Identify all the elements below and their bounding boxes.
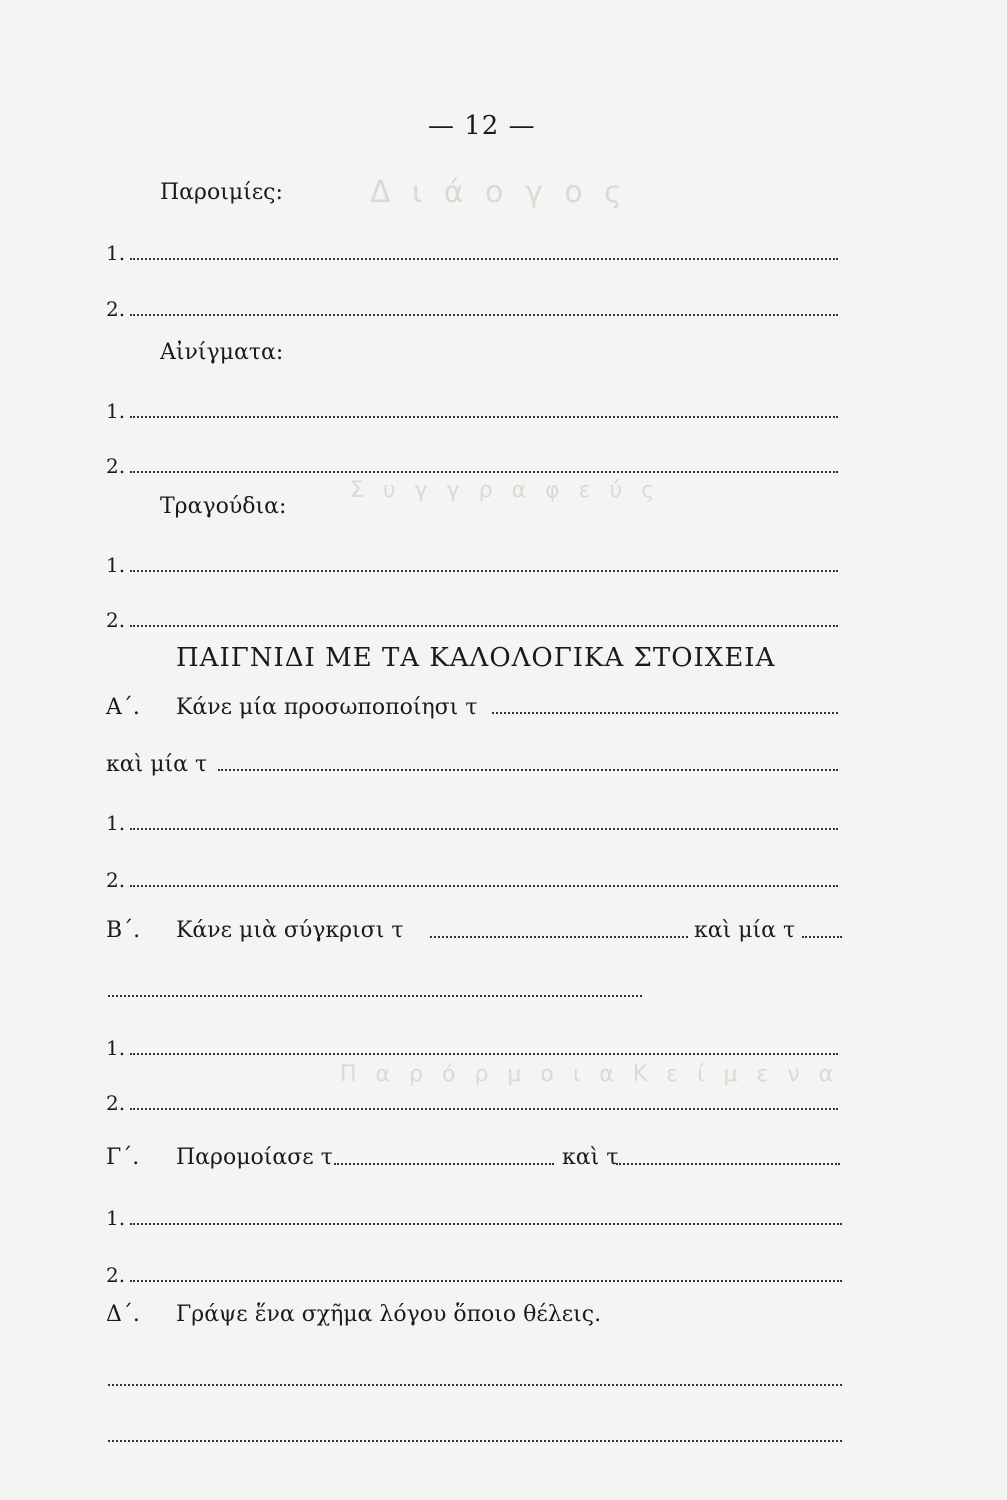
section-c-item-2-number: 2. bbox=[106, 1263, 126, 1287]
section-a-label: Α΄. bbox=[106, 695, 140, 720]
riddles-item-1-number: 1. bbox=[106, 399, 126, 423]
section-c-answer-line-1[interactable] bbox=[334, 1163, 554, 1165]
songs-title: Τραγούδια: bbox=[160, 494, 287, 519]
proverbs-item-1-number: 1. bbox=[106, 241, 126, 265]
songs-item-1-number: 1. bbox=[106, 553, 126, 577]
riddles-item-2-line[interactable] bbox=[130, 471, 838, 473]
section-b-item-2-line[interactable] bbox=[130, 1108, 838, 1110]
section-a-item-1-number: 1. bbox=[106, 811, 126, 835]
riddles-title: Αἰνίγματα: bbox=[160, 340, 284, 365]
section-a-answer-line[interactable] bbox=[492, 712, 838, 714]
section-d-text: Γράψε ἕνα σχῆμα λόγου ὅποιο θέλεις. bbox=[176, 1302, 602, 1327]
section-b-item-2-number: 2. bbox=[106, 1091, 126, 1115]
section-c-text: Παρομοίασε τ bbox=[176, 1145, 333, 1170]
show-through-artifact: Π α ρ ό ρ μ ο ι α Κ ε ί μ ε ν α bbox=[340, 1062, 840, 1087]
proverbs-item-2-number: 2. bbox=[106, 297, 126, 321]
section-c-item-2-line[interactable] bbox=[130, 1280, 842, 1282]
section-b-continuation-line[interactable] bbox=[108, 995, 642, 997]
section-a-line2-answer[interactable] bbox=[218, 769, 838, 771]
proverbs-item-2-line[interactable] bbox=[130, 314, 838, 316]
section-c-answer-line-2[interactable] bbox=[616, 1163, 840, 1165]
section-b-answer-line-2[interactable] bbox=[802, 936, 842, 938]
section-d-label: Δ΄. bbox=[106, 1302, 140, 1327]
section-d-answer-line-1[interactable] bbox=[108, 1384, 842, 1386]
section-a-item-1-line[interactable] bbox=[130, 828, 838, 830]
riddles-item-1-line[interactable] bbox=[130, 416, 838, 418]
songs-item-1-line[interactable] bbox=[130, 570, 838, 572]
section-b-label: Β΄. bbox=[106, 918, 141, 943]
section-b-item-1-number: 1. bbox=[106, 1036, 126, 1060]
proverbs-item-1-line[interactable] bbox=[130, 258, 838, 260]
section-c-item-1-number: 1. bbox=[106, 1206, 126, 1230]
riddles-item-2-number: 2. bbox=[106, 454, 126, 478]
section-d-answer-line-2[interactable] bbox=[108, 1440, 842, 1442]
proverbs-title: Παροιμίες: bbox=[160, 180, 283, 205]
songs-item-2-number: 2. bbox=[106, 608, 126, 632]
show-through-artifact: Δ ι ά ο γ ο ς bbox=[370, 175, 628, 210]
games-heading: ΠΑΙΓΝΙΔΙ ΜΕ ΤΑ ΚΑΛΟΛΟΓΙΚΑ ΣΤΟΙΧΕΙΑ bbox=[176, 643, 776, 673]
section-b-item-1-line[interactable] bbox=[130, 1053, 838, 1055]
page-number: — 12 — bbox=[428, 111, 536, 141]
songs-item-2-line[interactable] bbox=[130, 625, 838, 627]
section-a-item-2-line[interactable] bbox=[130, 885, 838, 887]
section-c-item-1-line[interactable] bbox=[130, 1223, 842, 1225]
section-a-line2-text: καὶ μία τ bbox=[106, 752, 208, 777]
section-b-text: Κάνε μιὰ σύγκρισι τ bbox=[176, 918, 404, 943]
section-c-label: Γ΄. bbox=[106, 1145, 140, 1170]
section-c-mid-text: καὶ τ bbox=[562, 1145, 619, 1170]
show-through-artifact: Σ υ γ γ ρ α φ ε ύ ς bbox=[350, 478, 661, 503]
section-a-item-2-number: 2. bbox=[106, 868, 126, 892]
section-b-mid-text: καὶ μία τ bbox=[694, 918, 796, 943]
section-b-answer-line-1[interactable] bbox=[430, 936, 688, 938]
section-a-text: Κάνε μία προσωποποίησι τ bbox=[176, 695, 478, 720]
